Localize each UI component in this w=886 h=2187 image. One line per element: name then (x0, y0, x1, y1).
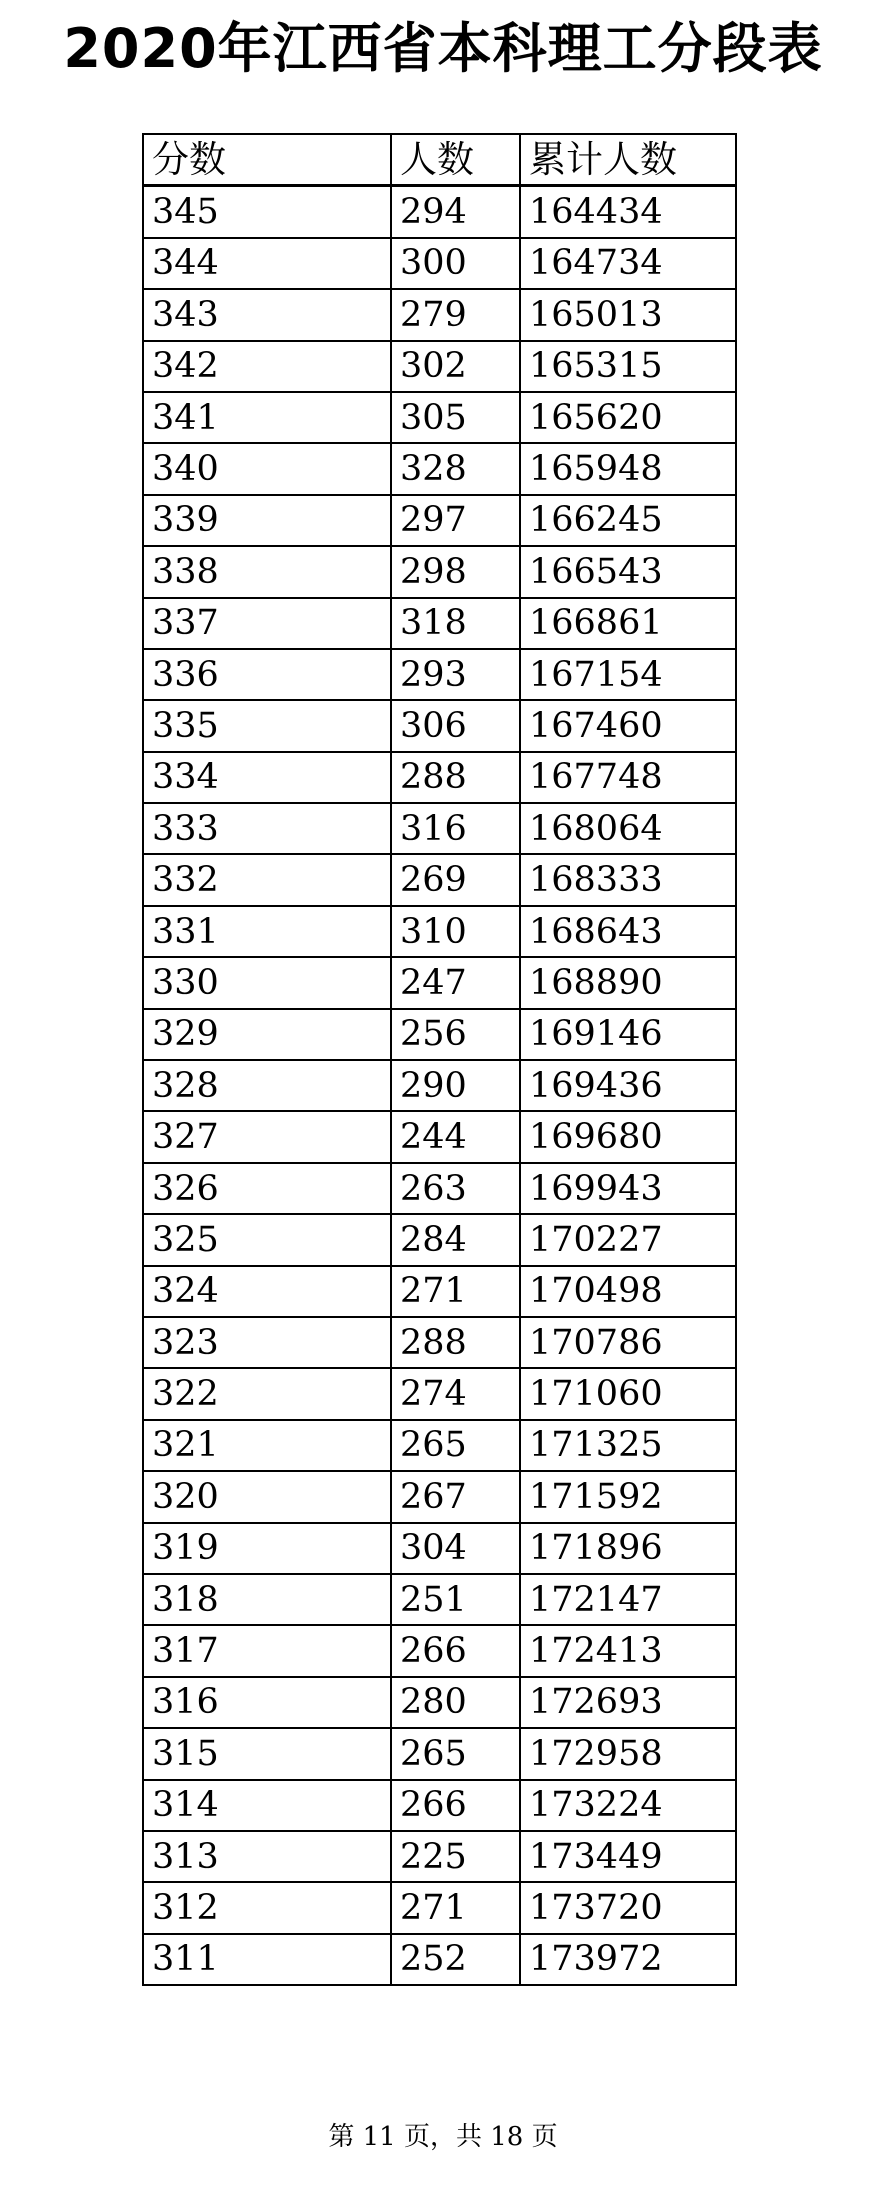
score-cell: 336 (143, 649, 391, 700)
cumulative-cell: 169146 (520, 1009, 736, 1060)
count-cell: 252 (391, 1934, 520, 1985)
score-cell: 317 (143, 1625, 391, 1676)
score-cell: 332 (143, 854, 391, 905)
score-cell: 319 (143, 1523, 391, 1574)
table-row (143, 906, 736, 957)
count-cell: 294 (391, 186, 520, 238)
count-cell: 279 (391, 289, 520, 340)
score-cell: 327 (143, 1111, 391, 1162)
cumulative-cell: 165315 (520, 341, 736, 392)
table-row (143, 598, 736, 649)
table-row (143, 1266, 736, 1317)
count-cell: 300 (391, 238, 520, 289)
score-cell: 324 (143, 1266, 391, 1317)
table-row (143, 1882, 736, 1933)
table-row (143, 957, 736, 1008)
score-cell: 344 (143, 238, 391, 289)
score-cell: 341 (143, 392, 391, 443)
score-cell: 345 (143, 186, 391, 238)
cumulative-cell: 164734 (520, 238, 736, 289)
cumulative-cell: 170786 (520, 1317, 736, 1368)
table-header (143, 134, 736, 186)
table-row (143, 1368, 736, 1419)
count-cell: 225 (391, 1831, 520, 1882)
cumulative-cell: 168890 (520, 957, 736, 1008)
table-row (143, 1060, 736, 1111)
table-row (143, 1780, 736, 1831)
count-cell: 274 (391, 1368, 520, 1419)
table-row (143, 546, 736, 597)
count-cell: 316 (391, 803, 520, 854)
table-row (143, 1625, 736, 1676)
count-cell: 318 (391, 598, 520, 649)
table-row (143, 495, 736, 546)
cumulative-cell: 172413 (520, 1625, 736, 1676)
count-cell: 306 (391, 700, 520, 751)
table-row (143, 1523, 736, 1574)
score-cell: 313 (143, 1831, 391, 1882)
count-cell: 288 (391, 752, 520, 803)
table-row (143, 186, 736, 238)
cumulative-cell: 171896 (520, 1523, 736, 1574)
cumulative-cell: 166543 (520, 546, 736, 597)
table-row (143, 1728, 736, 1779)
table-row (143, 443, 736, 494)
score-cell: 339 (143, 495, 391, 546)
cumulative-cell: 166861 (520, 598, 736, 649)
score-cell: 318 (143, 1574, 391, 1625)
score-cell: 340 (143, 443, 391, 494)
score-cell: 325 (143, 1214, 391, 1265)
score-cell: 326 (143, 1163, 391, 1214)
score-cell: 333 (143, 803, 391, 854)
table-row (143, 1163, 736, 1214)
table-row (143, 1471, 736, 1522)
count-cell: 244 (391, 1111, 520, 1162)
cumulative-cell: 171592 (520, 1471, 736, 1522)
table-row (143, 341, 736, 392)
count-cell: 265 (391, 1728, 520, 1779)
score-cell: 321 (143, 1420, 391, 1471)
count-cell: 290 (391, 1060, 520, 1111)
table-row (143, 1009, 736, 1060)
table-row (143, 700, 736, 751)
table-row (143, 238, 736, 289)
count-cell: 280 (391, 1677, 520, 1728)
table-row (143, 1831, 736, 1882)
count-cell: 328 (391, 443, 520, 494)
cumulative-cell: 173720 (520, 1882, 736, 1933)
score-cell: 312 (143, 1882, 391, 1933)
cumulative-cell: 173972 (520, 1934, 736, 1985)
count-cell: 271 (391, 1266, 520, 1317)
table-row (143, 1111, 736, 1162)
table-row (143, 1214, 736, 1265)
score-cell: 311 (143, 1934, 391, 1985)
count-cell: 284 (391, 1214, 520, 1265)
score-cell: 320 (143, 1471, 391, 1522)
count-cell: 265 (391, 1420, 520, 1471)
table-row (143, 1677, 736, 1728)
cumulative-cell: 172958 (520, 1728, 736, 1779)
cumulative-cell: 171325 (520, 1420, 736, 1471)
cumulative-cell: 167460 (520, 700, 736, 751)
table-body (143, 186, 736, 1985)
score-cell: 338 (143, 546, 391, 597)
count-cell: 297 (391, 495, 520, 546)
table-row (143, 803, 736, 854)
count-cell: 304 (391, 1523, 520, 1574)
count-cell: 302 (391, 341, 520, 392)
cumulative-cell: 165620 (520, 392, 736, 443)
cumulative-cell: 165948 (520, 443, 736, 494)
score-cell: 322 (143, 1368, 391, 1419)
count-cell: 310 (391, 906, 520, 957)
cumulative-cell: 168333 (520, 854, 736, 905)
cumulative-cell: 168643 (520, 906, 736, 957)
page-title: 2020年江西省本科理工分段表 (63, 17, 823, 80)
cumulative-cell: 169943 (520, 1163, 736, 1214)
count-cell: 247 (391, 957, 520, 1008)
cumulative-cell: 166245 (520, 495, 736, 546)
header-score: 分数 (143, 134, 391, 186)
table-row (143, 1420, 736, 1471)
score-cell: 343 (143, 289, 391, 340)
count-cell: 263 (391, 1163, 520, 1214)
table-row (143, 1317, 736, 1368)
count-cell: 267 (391, 1471, 520, 1522)
count-cell: 298 (391, 546, 520, 597)
count-cell: 288 (391, 1317, 520, 1368)
count-cell: 293 (391, 649, 520, 700)
page-footer: 第 11 页，共 18 页 (328, 2122, 558, 2152)
count-cell: 266 (391, 1780, 520, 1831)
table-row (143, 752, 736, 803)
score-cell: 337 (143, 598, 391, 649)
score-cell: 329 (143, 1009, 391, 1060)
table-row (143, 649, 736, 700)
score-cell: 342 (143, 341, 391, 392)
cumulative-cell: 172693 (520, 1677, 736, 1728)
cumulative-cell: 170227 (520, 1214, 736, 1265)
cumulative-cell: 165013 (520, 289, 736, 340)
score-cell: 314 (143, 1780, 391, 1831)
cumulative-cell: 173449 (520, 1831, 736, 1882)
cumulative-cell: 168064 (520, 803, 736, 854)
score-cell: 330 (143, 957, 391, 1008)
count-cell: 251 (391, 1574, 520, 1625)
count-cell: 269 (391, 854, 520, 905)
cumulative-cell: 167154 (520, 649, 736, 700)
table-row (143, 1574, 736, 1625)
score-cell: 335 (143, 700, 391, 751)
score-cell: 315 (143, 1728, 391, 1779)
header-row (143, 134, 736, 186)
table-row (143, 392, 736, 443)
header-count: 人数 (391, 134, 520, 186)
score-cell: 328 (143, 1060, 391, 1111)
cumulative-cell: 164434 (520, 186, 736, 238)
cumulative-cell: 171060 (520, 1368, 736, 1419)
score-cell: 331 (143, 906, 391, 957)
table-row (143, 289, 736, 340)
header-cumulative: 累计人数 (520, 134, 736, 186)
score-cell: 323 (143, 1317, 391, 1368)
count-cell: 256 (391, 1009, 520, 1060)
score-distribution-table (142, 133, 737, 1986)
table-row (143, 854, 736, 905)
cumulative-cell: 173224 (520, 1780, 736, 1831)
cumulative-cell: 170498 (520, 1266, 736, 1317)
score-cell: 334 (143, 752, 391, 803)
cumulative-cell: 169680 (520, 1111, 736, 1162)
cumulative-cell: 172147 (520, 1574, 736, 1625)
table-row (143, 1934, 736, 1985)
score-cell: 316 (143, 1677, 391, 1728)
cumulative-cell: 169436 (520, 1060, 736, 1111)
count-cell: 271 (391, 1882, 520, 1933)
cumulative-cell: 167748 (520, 752, 736, 803)
count-cell: 266 (391, 1625, 520, 1676)
count-cell: 305 (391, 392, 520, 443)
